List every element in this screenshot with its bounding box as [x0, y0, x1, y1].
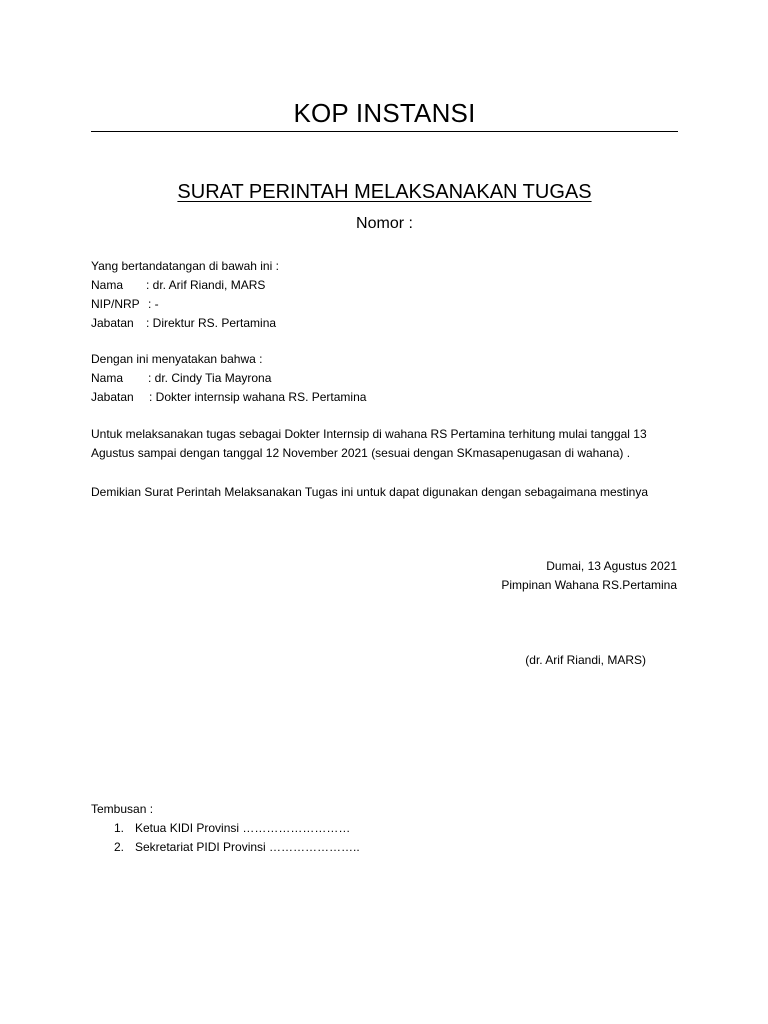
signer-nip-value: : - [148, 297, 159, 311]
tembusan-item-text: Sekretariat PIDI Provinsi ………………….. [135, 840, 360, 854]
signer-nip-label: NIP/NRP [91, 297, 140, 311]
body-paragraph-1-line-2: Agustus sampai dengan tanggal 12 November 2021 (sesuai dengan SKmasapenugasan di wahana) . [91, 446, 631, 460]
signer-jabatan-value: : Direktur RS. Pertamina [146, 316, 277, 330]
subject-intro: Dengan ini menyatakan bahwa : [91, 352, 263, 366]
signer-jabatan-row [91, 315, 276, 331]
subject-jabatan-label: Jabatan [91, 390, 134, 404]
subject-jabatan-row [91, 389, 366, 405]
subject-name-row [91, 370, 271, 386]
tembusan-item-text: Ketua KIDI Provinsi ……………………… [135, 821, 351, 835]
signer-name-label: Nama [91, 278, 124, 292]
document-number: Nomor : [356, 215, 413, 232]
body-paragraph-2: Demikian Surat Perintah Melaksanakan Tugas ini untuk dapat digunakan dengan sebagaimana mestinya [91, 485, 649, 499]
document-title-text: SURAT PERINTAH MELAKSANAKAN TUGAS [177, 181, 592, 203]
subject-jabatan-value: : Dokter internsip wahana RS. Pertamina [149, 390, 367, 404]
tembusan-label: Tembusan : [91, 802, 154, 816]
signer-intro: Yang bertandatangan di bawah ini : [91, 259, 279, 273]
signature-place-date: Dumai, 13 Agustus 2021 [546, 559, 677, 573]
letterhead-divider [91, 131, 678, 132]
signer-name-value: : dr. Arif Riandi, MARS [146, 278, 266, 292]
subject-name-label: Nama [91, 371, 124, 385]
subject-name-value: : dr. Cindy Tia Mayrona [148, 371, 272, 385]
letterhead-title: KOP INSTANSI [293, 98, 476, 128]
signer-nip-row [91, 296, 159, 312]
tembusan-item-number: 2. [114, 840, 125, 854]
signature-name: (dr. Arif Riandi, MARS) [525, 653, 646, 667]
signer-jabatan-label: Jabatan [91, 316, 134, 330]
signature-position: Pimpinan Wahana RS.Pertamina [501, 578, 677, 592]
body-paragraph-1-line-1: Untuk melaksanakan tugas sebagai Dokter Internsip di wahana RS Pertamina terhitung mulai tanggal 13 [91, 427, 647, 441]
tembusan-item-number: 1. [114, 821, 125, 835]
document-title [91, 178, 678, 206]
signer-name-row [91, 277, 265, 293]
